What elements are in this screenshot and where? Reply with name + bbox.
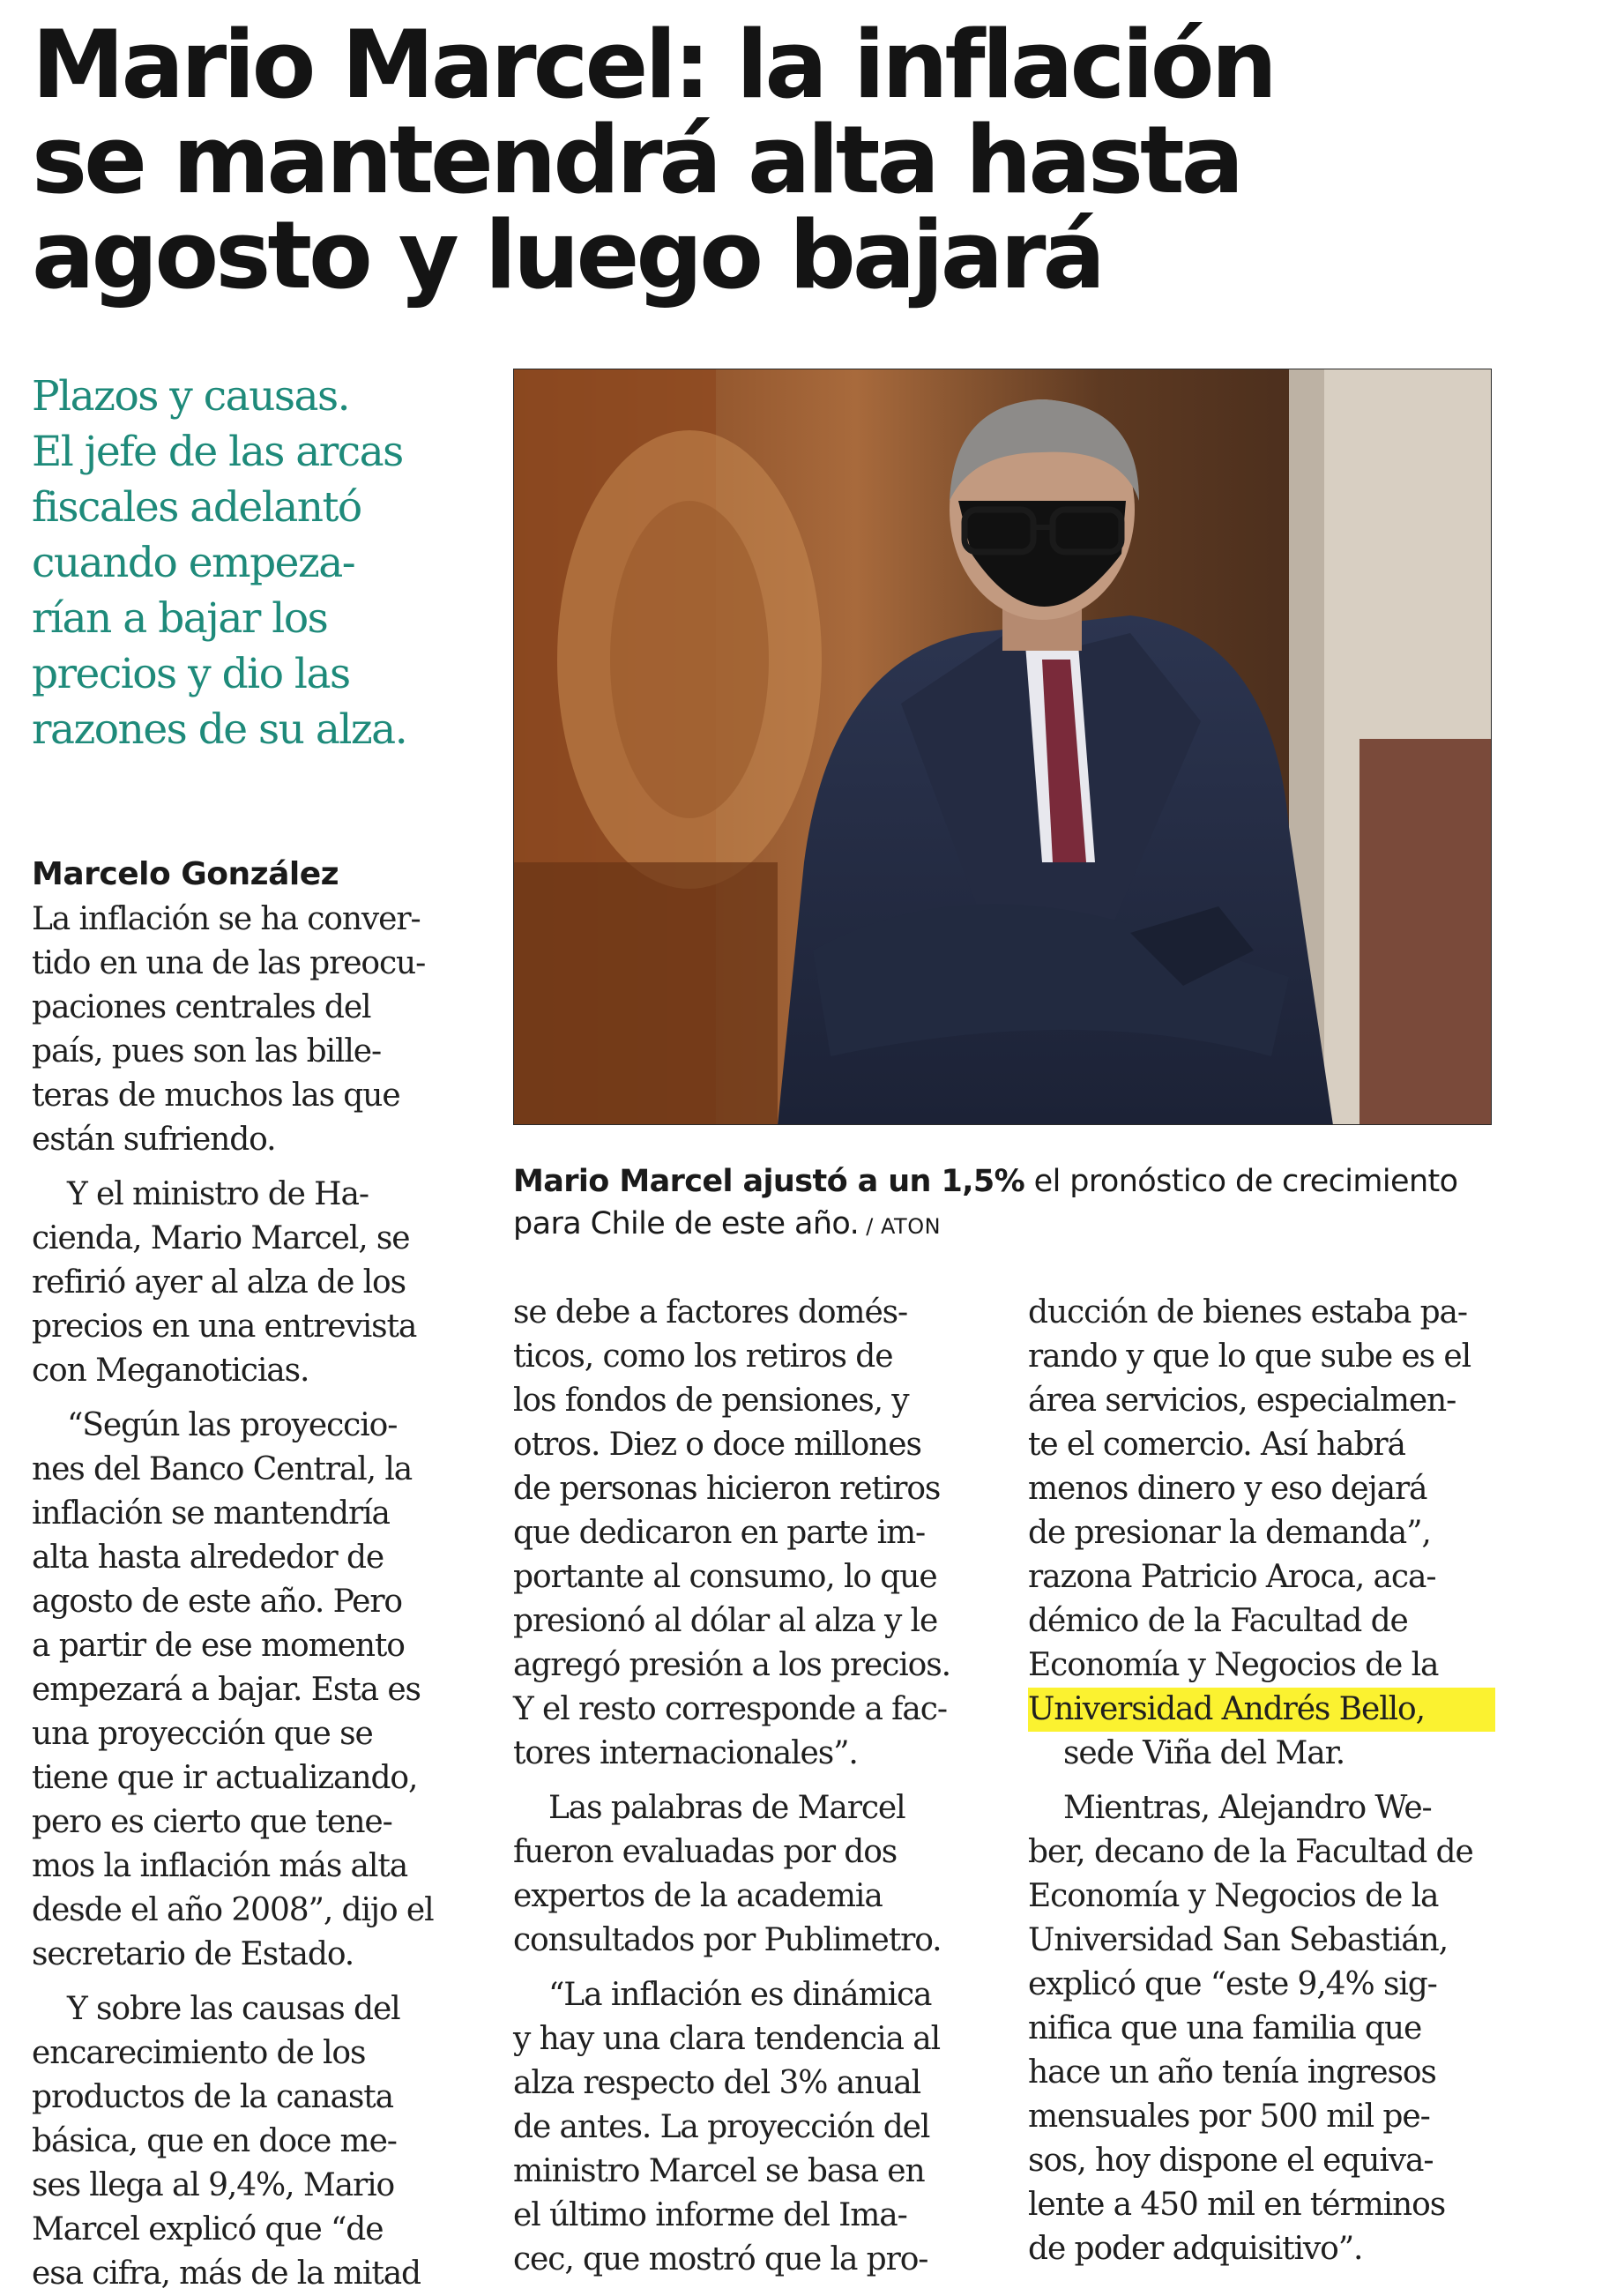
body-line: con Meganoticias. (32, 1353, 309, 1389)
body-line: y hay una clara tendencia al (513, 2021, 940, 2057)
body-line: que dedicaron en parte im- (513, 1515, 926, 1551)
lead-line: El jefe de las arcas (32, 428, 403, 476)
body-line: una proyección que se (32, 1716, 373, 1752)
article-photo (513, 369, 1492, 1125)
body-line: están sufriendo. (32, 1122, 276, 1158)
body-line: los fondos de pensiones, y (513, 1383, 909, 1419)
body-line: se debe a factores domés- (513, 1294, 908, 1331)
article-column-2 (513, 1291, 980, 2282)
body-line: cienda, Mario Marcel, se (32, 1220, 410, 1256)
body-line: fueron evaluadas por dos (513, 1834, 898, 1870)
body-line: menos dinero y eso dejará (1028, 1471, 1427, 1507)
body-line: ber, decano de la Facultad de (1028, 1834, 1473, 1870)
body-line: desde el año 2008”, dijo el (32, 1892, 434, 1928)
body-line: empezará a bajar. Esta es (32, 1672, 421, 1708)
body-line: explicó que “este 9,4% sig- (1028, 1966, 1437, 2002)
body-line: agosto de este año. Pero (32, 1584, 402, 1620)
body-line: te el comercio. Así habrá (1028, 1427, 1405, 1463)
body-line: ses llega al 9,4%, Mario (32, 2167, 395, 2203)
body-line: básica, que en doce me- (32, 2123, 397, 2159)
body-line: sos, hoy dispone el equiva- (1028, 2143, 1434, 2179)
body-line: de presionar la demanda”, (1028, 1515, 1431, 1551)
lead-line: rían a bajar los (32, 594, 328, 643)
body-line: presionó al dólar al alza y le (513, 1603, 938, 1639)
body-line: cec, que mostró que la pro- (513, 2241, 928, 2277)
body-line: consultados por Publimetro. (513, 1922, 942, 1958)
lead-line: razones de su alza. (32, 705, 407, 754)
body-line: ticos, como los retiros de (513, 1338, 893, 1375)
headline-line: agosto y luego bajará (32, 201, 1103, 309)
headline-line: Mario Marcel: la inflación (32, 11, 1274, 119)
body-line: “La inflación es dinámica (548, 1977, 932, 2013)
body-line: área servicios, especialmen- (1028, 1383, 1456, 1419)
body-line: a partir de ese momento (32, 1628, 405, 1664)
body-line: tores internacionales”. (513, 1735, 858, 1771)
body-line: nes del Banco Central, la (32, 1451, 413, 1487)
highlighted-line (1028, 1688, 1495, 1732)
body-line: teras de muchos las que (32, 1077, 400, 1114)
lead-line: cuando empeza- (32, 539, 355, 587)
body-line: Economía y Negocios de la (1028, 1647, 1439, 1683)
body-line: agregó presión a los precios. (513, 1647, 950, 1683)
photo-caption (513, 1160, 1501, 1248)
body-line: nifica que una familia que (1028, 2010, 1422, 2046)
body-line: esa cifra, más de la mitad (32, 2255, 421, 2292)
body-line: el último informe del Ima- (513, 2197, 907, 2233)
body-line: razona Patricio Aroca, aca- (1028, 1559, 1436, 1595)
body-line: portante al consumo, lo que (513, 1559, 937, 1595)
caption-text: el pronóstico de crecimiento (1024, 1164, 1458, 1199)
body-line: Marcel explicó que “de (32, 2211, 384, 2248)
body-line: Las palabras de Marcel (548, 1790, 905, 1826)
body-line: alta hasta alrededor de (32, 1539, 384, 1576)
body-line: país, pues son las bille- (32, 1033, 382, 1070)
body-line: secretario de Estado. (32, 1936, 354, 1972)
headline-line: se mantendrá alta hasta (32, 106, 1241, 214)
byline: Marcelo González (32, 856, 339, 892)
body-line: rando y que lo que sube es el (1028, 1338, 1471, 1375)
body-line: démico de la Facultad de (1028, 1603, 1408, 1639)
body-line: de poder adquisitivo”. (1028, 2231, 1363, 2267)
body-line: lente a 450 mil en términos (1028, 2187, 1446, 2223)
body-line: alza respecto del 3% anual (513, 2065, 921, 2101)
portrait-illustration (513, 369, 1492, 1125)
body-line: La inflación se ha conver- (32, 901, 421, 937)
body-line: otros. Diez o doce millones (513, 1427, 921, 1463)
body-line: Y sobre las causas del (67, 1991, 400, 2027)
body-line: tido en una de las preocu- (32, 945, 426, 981)
lead-line: Plazos y causas. (32, 372, 350, 421)
caption-text: para Chile de este año. (513, 1206, 860, 1241)
body-line: Mientras, Alejandro We- (1063, 1790, 1432, 1826)
body-line: encarecimiento de los (32, 2035, 366, 2071)
body-line: expertos de la academia (513, 1878, 883, 1914)
body-line: Y el resto corresponde a fac- (513, 1691, 947, 1727)
body-line: mos la inflación más alta (32, 1848, 408, 1884)
headline (32, 11, 1319, 309)
body-line: pero es cierto que tene- (32, 1804, 392, 1840)
lead-summary (32, 369, 490, 757)
article-column-1 (32, 898, 473, 2296)
body-line: ducción de bienes estaba pa- (1028, 1294, 1467, 1331)
body-line: “Según las proyeccio- (67, 1407, 398, 1443)
body-line: refirió ayer al alza de los (32, 1264, 406, 1301)
body-line: de antes. La proyección del (513, 2109, 930, 2145)
body-line: Economía y Negocios de la (1028, 1878, 1439, 1914)
body-line: inflación se mantendría (32, 1495, 390, 1532)
body-line: paciones centrales del (32, 989, 371, 1025)
photo-credit: / ATON (859, 1214, 942, 1239)
body-line: sede Viña del Mar. (1063, 1735, 1345, 1771)
body-line: hace un año tenía ingresos (1028, 2054, 1436, 2091)
body-line: Universidad San Sebastián, (1028, 1922, 1449, 1958)
caption-bold: Mario Marcel ajustó a un 1,5% (513, 1164, 1025, 1199)
body-line: productos de la canasta (32, 2079, 393, 2115)
body-line: de personas hicieron retiros (513, 1471, 941, 1507)
body-line: precios en una entrevista (32, 1308, 417, 1345)
body-line: mensuales por 500 mil pe- (1028, 2098, 1430, 2135)
lead-line: fiscales adelantó (32, 483, 361, 532)
body-line: ministro Marcel se basa en (513, 2153, 925, 2189)
body-line: Y el ministro de Ha- (67, 1176, 369, 1212)
highlight-mark: Universidad Andrés Bello, (1028, 1688, 1495, 1732)
lead-line: precios y dio las (32, 650, 350, 698)
body-line: tiene que ir actualizando, (32, 1760, 418, 1796)
article-column-3 (1028, 1291, 1495, 2271)
